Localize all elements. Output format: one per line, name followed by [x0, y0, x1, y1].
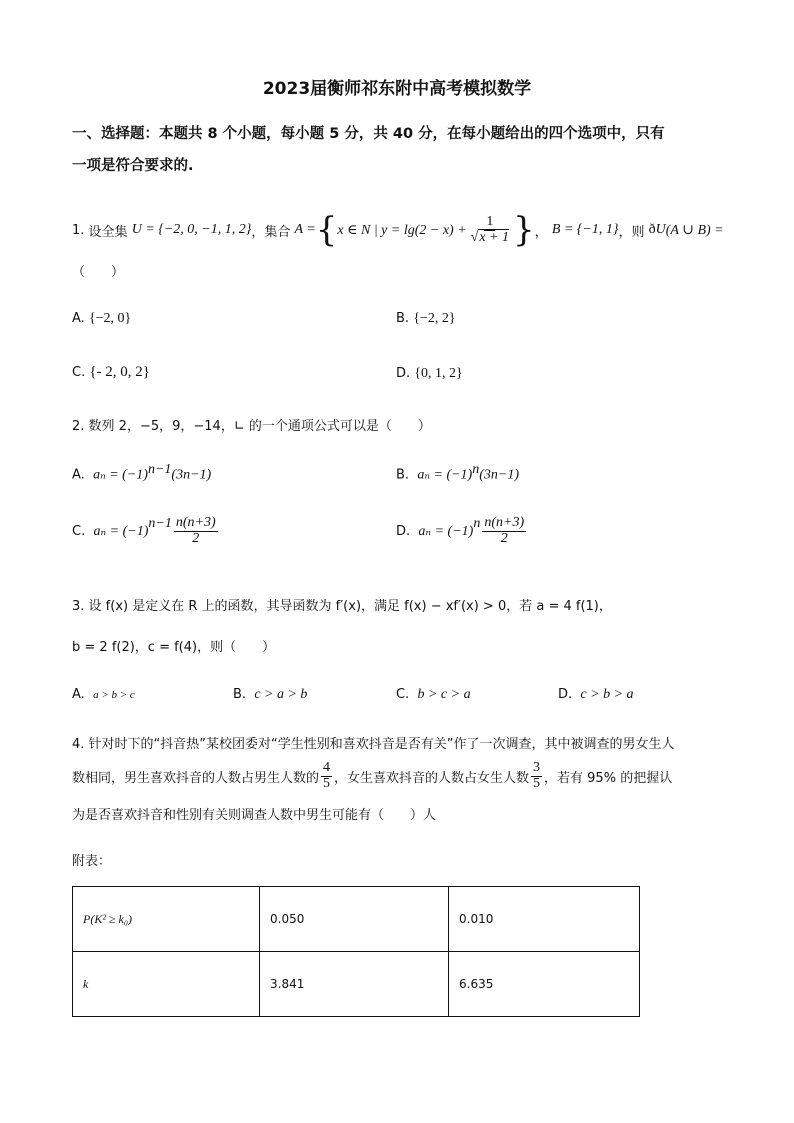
question-1-text-b: ，集合 — [251, 224, 291, 240]
q1-option-c: C. {- 2, 0, 2} — [72, 364, 151, 380]
table-cell: P(K² ≥ k₀) — [73, 887, 260, 952]
q2-option-a: A. $a_n = (-1)^{n-1}(3n-1)$ — [72, 462, 212, 483]
q3-option-a: A. a > b > c — [72, 687, 135, 702]
question-1-text-a: 设全集 — [88, 224, 128, 240]
question-2-stem: 2. 数列 2，−5，9，−14，∟ 的一个通项公式可以是（ ） — [72, 419, 431, 434]
fraction-three-fifths: $\frac{3}{5}$ — [533, 759, 541, 791]
question-4-line3: 为是否喜欢抖音和性别有关则调查人数中男生可能有（ ）人 — [72, 808, 437, 823]
section-heading-line2: 一项是符合要求的. — [72, 158, 194, 174]
union-expression: (A ∪ B) = — [665, 222, 724, 238]
q2-option-b: B. $a_n = (-1)^n(3n-1)$ — [396, 462, 520, 483]
set-A-condition: x ∈ N | y = lg(2 − x) + — [337, 222, 467, 238]
table-row — [73, 887, 640, 952]
question-3-line1: 3. 设 f(x) 是定义在 R 上的函数，其导函数为 f′(x)，满足 f(x) − xf′(x) > 0，若 a = 4 f(1)， — [72, 599, 612, 614]
section-heading-line1: 一、选择题：本题共 8 个小题，每小题 5 分，共 40 分，在每小题给出的四个选项中，只有 — [72, 126, 665, 142]
right-brace: } — [513, 210, 535, 250]
table-cell: 0.010 — [449, 887, 640, 952]
table-cell: 3.841 — [260, 952, 449, 1017]
question-1-number: 1. — [72, 222, 85, 238]
question-1-paren: （ ） — [72, 265, 125, 280]
set-B: B = {−1, 1} — [551, 222, 619, 237]
set-U: U = {−2, 0, −1, 1, 2} — [131, 222, 252, 237]
q3-option-b: B. c > a > b — [233, 687, 308, 702]
fraction-four-fifths: $\frac{4}{5}$ — [323, 759, 331, 791]
q3-option-d: D. c > b > a — [558, 687, 634, 702]
q1-option-d: D. {0, 1, 2} — [396, 366, 463, 381]
question-4-line1: 4. 针对时下的“抖音热”某校团委对“学生性别和喜欢抖音是否有关”作了一次调查，其中被调查的男女生人 — [72, 737, 675, 752]
set-A-label: A = — [294, 222, 316, 237]
q1-option-b: B. {−2, 2} — [396, 311, 456, 326]
table-cell: 0.050 — [260, 887, 449, 952]
q1-option-a: A. {−2, 0} — [72, 311, 132, 326]
left-brace: { — [315, 210, 338, 250]
table-cell: k — [73, 952, 260, 1017]
question-4-line2: 数相同，男生喜欢抖音的人数占男生人数的 $\frac{4}{5}$ ，女生喜欢抖音的人数占女生人数 $\frac{3}{5}$ ，若有 95% 的把握认 — [72, 759, 673, 791]
complement-symbol: ð — [648, 222, 656, 237]
table-cell: 6.635 — [449, 952, 640, 1017]
q2-option-d: D. aₙ = (−1) n $\frac{n(n+3)}{2}$ — [396, 515, 525, 546]
table-row — [73, 952, 640, 1017]
q2-option-c: C. aₙ = (−1) n−1 $\frac{n(n+3)}{2}$ — [72, 515, 216, 546]
question-1-stem: 1. 设全集 U = {−2, 0, −1, 1, 2} ，集合 A = { x ∈ N | y = lg(2 − x) + $\frac{1}{√x + 1}$ } ， B = {−1, 1} ，则 ð U (A ∪ B) = — [72, 210, 724, 250]
page-title: 2023届衡师祁东附中高考模拟数学 — [262, 79, 532, 99]
appendix-label: 附表： — [72, 854, 112, 869]
q3-option-c: C. b > c > a — [396, 687, 471, 702]
critical-value-table — [72, 886, 640, 1017]
set-A-fraction: $\frac{1}{√x + 1}$ — [470, 213, 510, 245]
question-3-line2: b = 2 f(2)，c = f(4)，则（ ） — [72, 640, 276, 655]
